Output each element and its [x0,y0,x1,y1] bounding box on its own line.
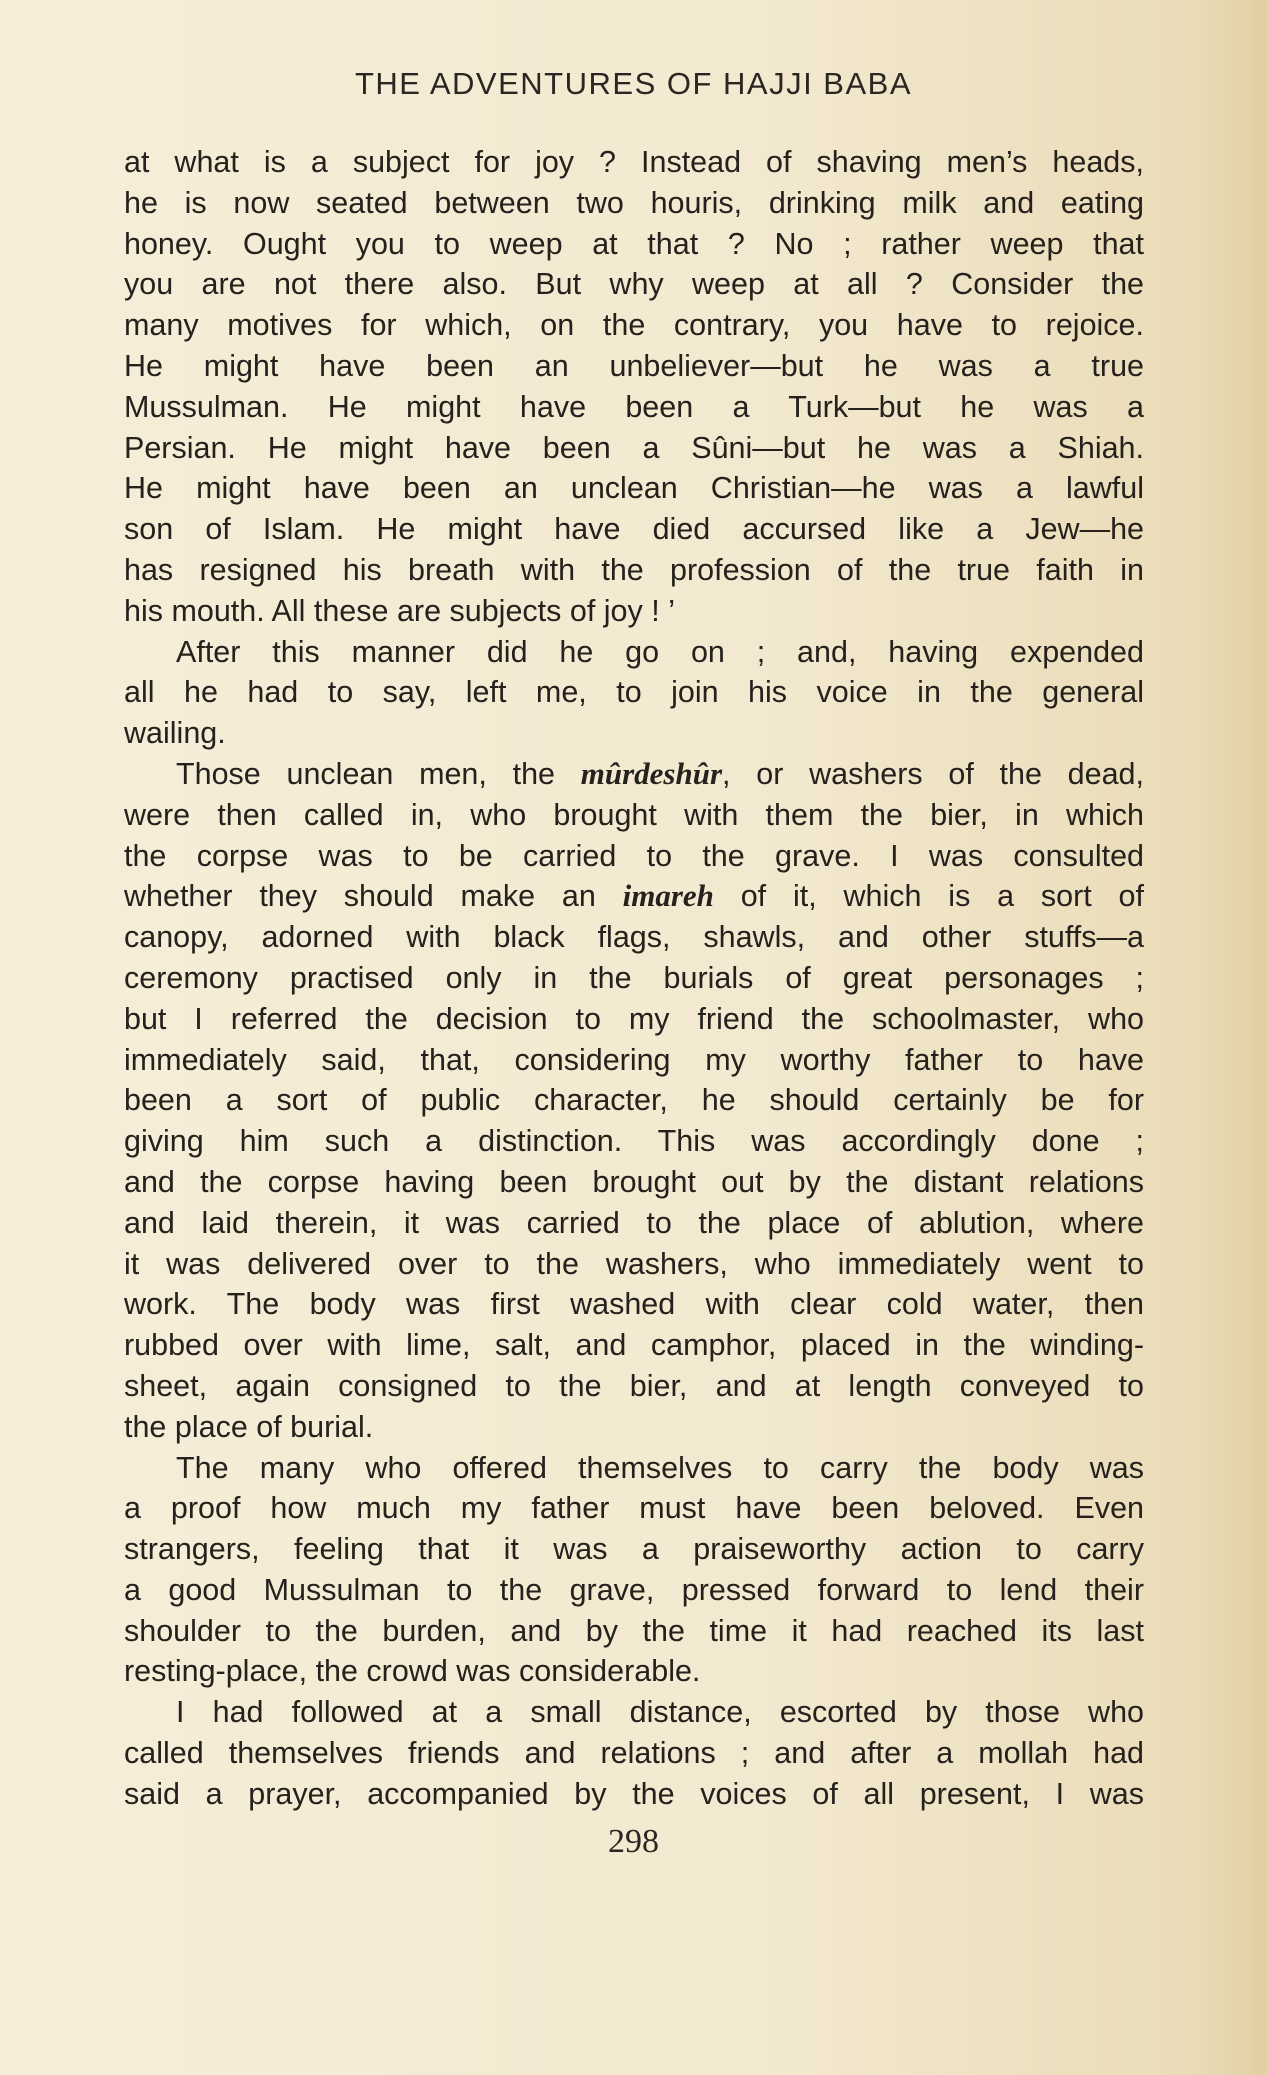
text-line: work. The body was first washed with clear cold water, then [124,1287,1144,1322]
body-text [124,142,1144,1815]
text-line: a proof how much my father must have been beloved. Even [124,1491,1144,1526]
text-line-with-italic [124,754,1144,795]
text-line: his mouth. All these are subjects of joy ! ’ [124,593,675,628]
text-line: After this manner did he go on ; and, having expended [176,634,1144,669]
text-line: immediately said, that, considering my worthy father to have [124,1042,1144,1077]
text-line: strangers, feeling that it was a praiseworthy action to carry [124,1532,1144,1567]
text-line: a good Mussulman to the grave, pressed forward to lend their [124,1572,1144,1607]
text-line: son of Islam. He might have died accursed like a Jew—he [124,512,1144,547]
text-line: I had followed at a small distance, escorted by those who [176,1695,1144,1730]
text-line: wailing. [124,716,226,751]
text-line: sheet, again consigned to the bier, and at length conveyed to [124,1368,1144,1403]
text-line: were then called in, who brought with them the bier, in which [124,797,1144,832]
text-line: resting-place, the crowd was considerable. [124,1654,701,1689]
text-line: and laid therein, it was carried to the place of ablution, where [124,1205,1144,1240]
text-line: it was delivered over to the washers, who immediately went to [124,1246,1144,1281]
text-line: and the corpse having been brought out by the distant relations [124,1164,1144,1199]
italic-term-imareh: imareh [622,878,714,914]
text-line: He might have been an unbeliever—but he was a true [124,348,1144,383]
text-line: the corpse was to be carried to the grave. I was consulted [124,838,1144,873]
text-line: all he had to say, left me, to join his voice in the general [124,675,1144,710]
text-line: ceremony practised only in the burials of great personages ; [124,960,1144,995]
text-line: called themselves friends and relations ; and after a mollah had [124,1736,1144,1771]
text-line: said a prayer, accompanied by the voices of all present, I was [124,1776,1144,1811]
text-segment: of it, which is a sort of [713,879,1144,914]
italic-term-murdeshur: mûrdeshûr [580,755,723,791]
text-line: giving him such a distinction. This was accordingly done ; [124,1124,1144,1159]
text-segment: , or washers of the dead, [722,756,1144,791]
text-line: rubbed over with lime, salt, and camphor, placed in the winding- [124,1328,1144,1363]
text-line: the place of burial. [124,1409,374,1444]
text-line: you are not there also. But why weep at all ? Consider the [124,267,1144,302]
text-line: has resigned his breath with the profession of the true faith in [124,552,1144,587]
text-line: been a sort of public character, he should certainly be for [124,1083,1144,1118]
text-segment: whether they should make an [124,879,623,914]
running-head: THE ADVENTURES OF HAJJI BABA [354,66,913,101]
text-line: He might have been an unclean Christian—he was a lawful [124,471,1144,506]
text-line: but I referred the decision to my friend the schoolmaster, who [124,1001,1144,1036]
text-line: at what is a subject for joy ? Instead of shaving men’s heads, [124,145,1144,179]
text-line-with-italic [124,876,1144,917]
text-line: The many who offered themselves to carry the body was [176,1450,1144,1485]
text-line: Mussulman. He might have been a Turk—but he was a [124,389,1144,424]
text-line: many motives for which, on the contrary, you have to rejoice. [124,308,1144,343]
text-line: honey. Ought you to weep at that ? No ; rather weep that [124,226,1144,261]
text-line: canopy, adorned with black flags, shawls, and other stuffs—a [124,920,1144,955]
text-segment: Those unclean men, the [176,756,581,791]
text-line: he is now seated between two houris, drinking milk and eating [124,185,1144,220]
text-line: shoulder to the burden, and by the time it had reached its last [124,1613,1144,1648]
page-number: 298 [608,1823,659,1860]
text-line: Persian. He might have been a Sûni—but he was a Shiah. [124,430,1144,465]
